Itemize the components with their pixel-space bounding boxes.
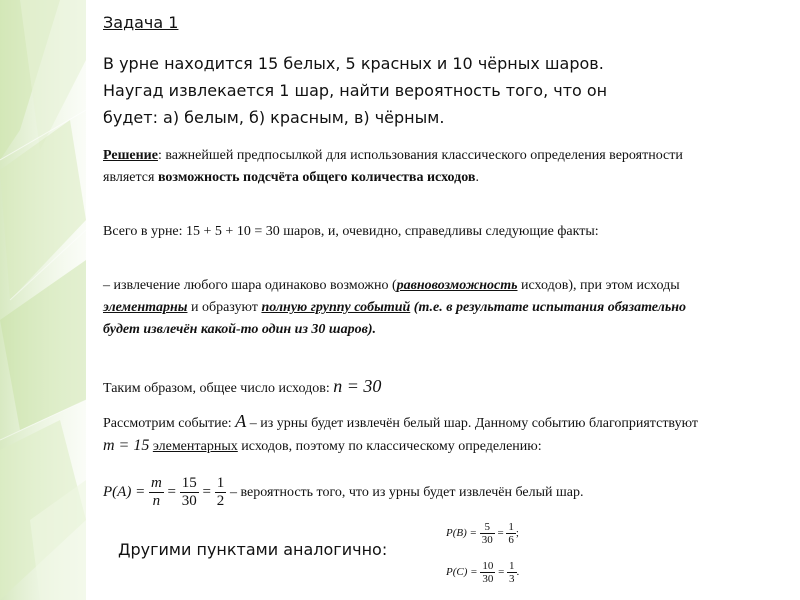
event-text-1: Рассмотрим событие: [103, 416, 236, 431]
fraction-1-over-2 [215, 475, 227, 510]
result-lhs: P(A) = [103, 483, 146, 500]
fraction-1-over-6 [506, 521, 516, 546]
result-line [103, 475, 743, 510]
pc-lhs: P(C) = [446, 566, 478, 579]
fraction-numerator: 1 [508, 521, 514, 533]
facts-equipossible: равновозможность [396, 278, 518, 293]
task-statement [103, 50, 743, 131]
solution-end: . [475, 170, 479, 185]
event-m-formula: m = 15 [103, 437, 150, 454]
facts-full-group: полную группу событий [261, 300, 411, 315]
equals-sign: = [497, 527, 504, 540]
facts-text-1: – извлечение любого шара одинаково возможно ( [103, 278, 397, 293]
facts-paragraph [103, 275, 703, 341]
fraction-numerator: 5 [480, 521, 495, 534]
fraction-numerator: 10 [482, 560, 494, 572]
equals-sign: = [167, 483, 176, 500]
outcomes-paragraph [103, 375, 703, 400]
fraction-numerator: 15 [181, 475, 197, 491]
fraction-denominator: 3 [509, 573, 515, 585]
fraction-1-over-3 [507, 560, 517, 585]
fraction-10-over-30 [480, 560, 495, 585]
pb-lhs: P(B) = [446, 527, 477, 540]
solution-label: Решение [103, 148, 158, 163]
event-elementary: элементарных [152, 439, 238, 454]
task-line-2: Наугад извлекается 1 шар, найти вероятность того, что он [103, 81, 608, 100]
event-text-2: – из урны будет извлечён белый шар. Данному событию благоприятствуют [246, 416, 698, 431]
total-paragraph: Всего в урне: 15 + 5 + 10 = 30 шаров, и, очевидно, справедливы следующие факты: [103, 224, 599, 239]
fraction-m-over-n [149, 475, 164, 510]
fraction-numerator: 1 [509, 560, 515, 572]
footer-text: Другими пунктами аналогично: [118, 540, 388, 559]
fraction-denominator: 6 [508, 534, 514, 546]
fraction-denominator: 30 [481, 534, 493, 546]
solution-text: : важнейшей предпосылкой для использования классического определения вероятности является [103, 148, 683, 185]
facts-elementary: элементарны [103, 300, 188, 315]
result-text: – вероятность того, что из урны будет извлечён белый шар. [229, 484, 584, 500]
fraction-denominator: 30 [482, 573, 494, 585]
equals-sign: = [498, 566, 505, 579]
outcomes-formula: n = 30 [333, 376, 382, 396]
pc-end: . [516, 566, 520, 579]
solution-bold: возможность подсчёта общего количества исходов [157, 170, 476, 185]
task-line-3: будет: а) белым, б) красным, в) чёрным. [103, 108, 445, 127]
fraction-5-over-30 [480, 521, 495, 546]
facts-text-5: и образуют [187, 300, 262, 315]
fraction-denominator: n [152, 493, 161, 509]
solution-paragraph [103, 145, 703, 189]
event-symbol: A [235, 411, 247, 431]
facts-text-7: (т.е. в результате испытания обязательно будет извлечён какой-то один из 30 шаров). [103, 300, 686, 337]
event-paragraph [103, 410, 703, 458]
facts-text-3: исходов), при этом исходы [517, 278, 680, 293]
event-text-4: исходов, поэтому по классическому определению: [237, 439, 542, 454]
formula-pc [446, 560, 519, 585]
fraction-numerator: m [150, 475, 162, 491]
fraction-denominator: 30 [181, 493, 197, 509]
task-line-1: В урне находится 15 белых, 5 красных и 10 чёрных шаров. [103, 54, 604, 73]
task-title: Задача 1 [103, 13, 179, 32]
fraction-15-over-30 [180, 475, 199, 510]
equals-sign: = [202, 483, 211, 500]
pb-end: ; [515, 527, 519, 540]
outcomes-text: Таким образом, общее число исходов: [103, 381, 334, 396]
fraction-denominator: 2 [216, 493, 225, 509]
formula-pb [446, 521, 519, 546]
fraction-numerator: 1 [216, 475, 225, 491]
